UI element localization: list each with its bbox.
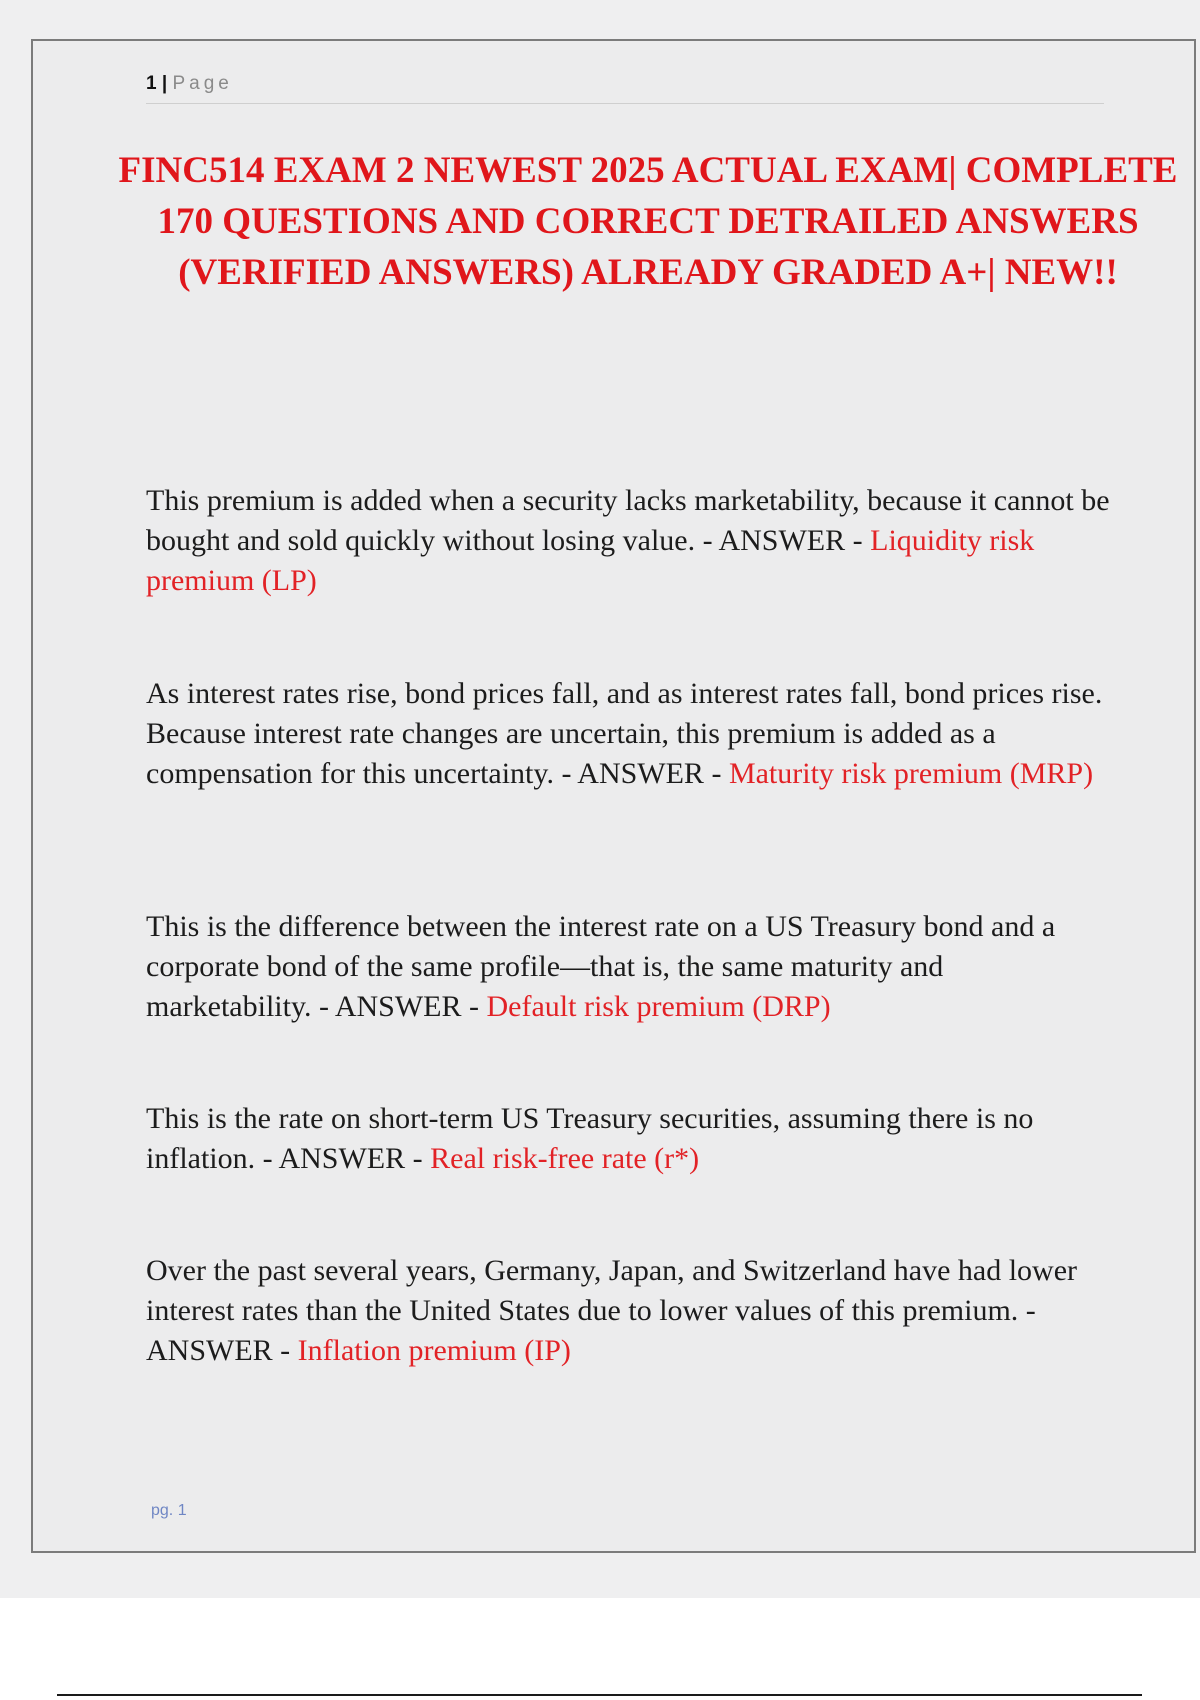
question-text: Over the past several years, Germany, Japan, and Switzerland have had lower interest rates than the United States due to lower values of this premium. - ANSWER - — [146, 1254, 1078, 1367]
page-header — [146, 73, 1104, 104]
page-number: 1 — [146, 73, 157, 94]
page-header-separator: | — [161, 73, 168, 94]
qa-item-3 — [146, 907, 1116, 1027]
question-text: This premium is added when a security lacks marketability, because it cannot be bought and sold quickly without losing value. - ANSWER - — [146, 484, 1110, 557]
question-text: This is the rate on short-term US Treasury securities, assuming there is no inflation. - ANSWER - — [146, 1102, 1034, 1175]
answer-text: Inflation premium (IP) — [297, 1334, 571, 1367]
qa-item-2 — [146, 674, 1116, 794]
answer-text: Liquidity risk premium (LP) — [146, 524, 1035, 597]
next-page-top-rule — [57, 1694, 1142, 1696]
answer-text: Real risk-free rate (r*) — [430, 1142, 700, 1175]
page-word-label: Page — [172, 73, 233, 94]
answer-text: Maturity risk premium (MRP) — [728, 757, 1094, 790]
question-text: As interest rates rise, bond prices fall, and as interest rates fall, bond prices rise. Because interest rate changes are uncertain, this premium is added as a compensation for this uncertainty. - ANSWER - — [146, 677, 1103, 790]
document-page — [31, 39, 1196, 1553]
qa-item-1 — [146, 481, 1116, 601]
answer-text: Default risk premium (DRP) — [486, 990, 831, 1023]
qa-item-5 — [146, 1251, 1116, 1371]
page-footer-label: pg. 1 — [151, 1502, 187, 1519]
document-title: FINC514 EXAM 2 NEWEST 2025 ACTUAL EXAM| COMPLETE 170 QUESTIONS AND CORRECT DETRAILED ANSWERS (VERIFIED ANSWERS) ALREADY GRADED A+| NEW!! — [118, 150, 1178, 293]
question-text: This is the difference between the interest rate on a US Treasury bond and a corporate bond of the same profile—that is, the same maturity and marketability. - ANSWER - — [146, 910, 1056, 1023]
qa-item-4 — [146, 1099, 1116, 1179]
